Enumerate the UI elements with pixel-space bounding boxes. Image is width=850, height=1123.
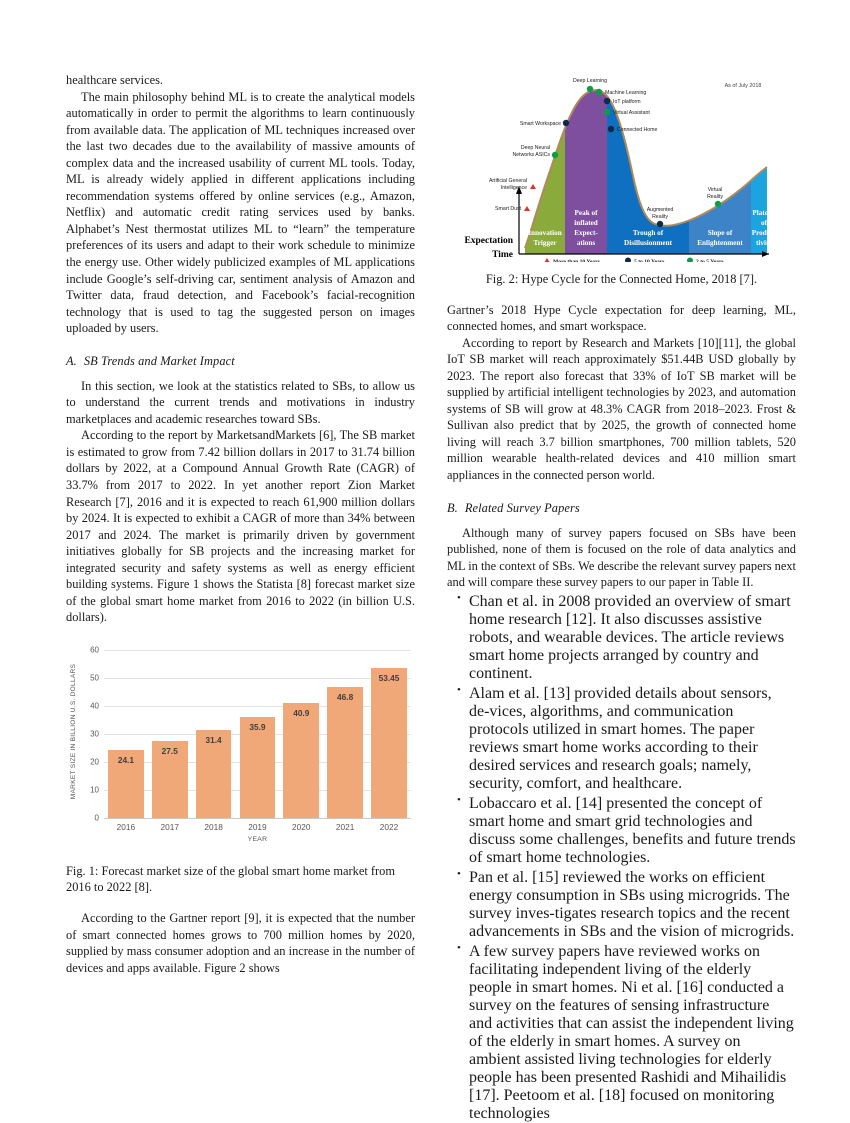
chart1-x-axis-label: YEAR: [247, 835, 268, 843]
phase-label-trough-line2: Disillusionment: [624, 239, 672, 247]
paragraph-research-and-markets: According to report by Research and Markets [10][11], the global IoT SB market will reach approximately $51.44B USD globally by 2023. The report also forecast that 33% of IoT SB market will be supplied by artificial intelligent technologies by 2023, and automation systems of SB will grow at 48.3% CAGR from 2018–2023. Frost & Sullivan also predict that by 2025, the growth of connected home living will reach 3.7 billion smartphones, 700 million tablets, 520 million wearable health-related devices and 410 million smart appliances in the connected person world.: [447, 335, 796, 482]
datapoint-label-iot-platform: IoT platform: [613, 99, 641, 105]
chart1-bar-group: [371, 650, 407, 818]
phase-label-innovation-trigger-line2: Trigger: [533, 239, 557, 247]
datapoint-marker-smart-workspace: [563, 120, 569, 126]
chart1-ytick: 30: [90, 729, 99, 739]
datapoint-label-machine-learning: Machine Learning: [605, 90, 647, 96]
chart1-bars: [104, 650, 411, 818]
section-heading-a: [66, 354, 415, 369]
list-item: [457, 867, 796, 941]
spacer: [66, 896, 415, 910]
chart1-bar-group: [152, 650, 188, 818]
left-column: [66, 72, 415, 1123]
datapoint-marker-machine-learning: [596, 89, 602, 95]
datapoint-label-smart-workspace: Smart Workspace: [519, 121, 561, 127]
chart1-xtick: 2022: [379, 821, 399, 832]
chart1-bar: [327, 687, 363, 818]
datapoint-marker-virtual-assistant: [604, 109, 610, 115]
spacer: [447, 288, 796, 302]
chart1-ytick: 50: [90, 673, 99, 683]
paragraph-survey-intro: Although many of survey papers focused on SBs have been published, none of them is focused on the role of data analytics and ML in the context of SBs. We describe the relevant survey papers next and will compare these survey papers to our paper in Table II.: [447, 525, 796, 590]
phase-label-plateau-line1: Plateau: [752, 209, 776, 217]
section-heading-b: [447, 501, 796, 516]
phase-label-slope-line1: Slope of: [707, 229, 733, 237]
hype-cycle-svg: [447, 72, 796, 262]
chart1-x-axis: [94, 813, 411, 823]
paragraph-sb-statistics: In this section, we look at the statistics related to SBs, to allow us to understand the current trends and motivations in industry marketplaces and academic researches toward SBs.: [66, 378, 415, 426]
list-item: [457, 683, 796, 793]
chart1-bar-group: [196, 650, 232, 818]
two-column-layout: [66, 72, 796, 1123]
chart1-ytick: 60: [90, 645, 99, 655]
chart1-ytick: 0: [94, 813, 99, 823]
paragraph-market-forecast: According to the report by MarketsandMarkets [6], The SB market is estimated to grow from 7.42 billion dollars in 2017 to 31.74 billion dollars by 2022, at a Compound Annual Growth Rate (CAGR) of 33.7% from 2017 to 2022. In yet another report Zion Market Research [7], 2016 and it is expected to reach 61,900 million dollars by 2024. It is expected to exhibit a CAGR of more than 34% between 2017 and 2024. The market is primarily driven by government initiatives globally for SB projects and the increasing market for integrated security and safety systems as well as energy efficient building systems. Figure 1 shows the Statista [8] forecast market size of the global smart home market from 2016 to 2022 (in billion U.S. dollars).: [66, 428, 415, 625]
chart1-bar: [371, 668, 407, 818]
datapoint-label-deep-learning: Deep Learning: [572, 78, 608, 84]
chart1-bar-group: [240, 650, 276, 818]
datapoint-marker-iot-platform: [604, 98, 610, 104]
datapoint-label-ar-line1: Augmented: [646, 207, 674, 213]
chart1-xtick: 2018: [204, 821, 223, 832]
chart1-bar: [240, 717, 276, 818]
list-item-text: Pan et al. [15] reviewed the works on efficient energy consumption in SBs using microgrids. The survey inves-tigates research topics and the recent advancements in SBs and the vision of microgrids.: [469, 868, 795, 940]
phase-label-plateau-line3: Produc-: [751, 229, 777, 237]
section-a-title: SB Trends and Market Impact: [83, 353, 235, 368]
chart1-bar-group: [327, 650, 363, 818]
legend-marker-5-to-10-years: [625, 258, 631, 263]
datapoint-label-agi-line2: Intelligence: [500, 185, 527, 191]
chart1-ytick: 20: [90, 757, 99, 767]
datapoint-marker-smart-dust: [524, 206, 530, 211]
bullet-icon: •: [457, 793, 461, 806]
chart1-y-axis-label: [68, 644, 80, 819]
list-item-text: A few survey papers have reviewed works on facilitating independent living of the elderly people in smart homes. Ni et al. [16] conducted a survey on the features of sensing infrastructure and activities that can assist the independent living of the elderly in smart homes. A survey on ambient assisted living technologies for elderly people has been presented Rashidi and Mihailidis [17]. Peetoom et al. [18] focused on monitoring technologies: [469, 942, 794, 1122]
datapoint-label-vr-line1: Virtual: [707, 187, 723, 193]
section-b-label: B.: [447, 500, 458, 515]
chart1-xtick: 2021: [335, 821, 355, 832]
chart1-bar: [283, 703, 319, 818]
phase-label-plateau-line2: of: [761, 219, 767, 227]
legend-label-more-than-10-years: More than 10 Years: [553, 259, 600, 262]
chart1-bar-value: 53.45: [378, 673, 400, 684]
datapoint-label-vr-line2: Reality: [707, 194, 723, 200]
chart1-ytick: 40: [90, 701, 99, 711]
bullet-icon: •: [457, 867, 461, 880]
hype-cycle-legend: [544, 258, 724, 263]
chart1-bar-value: 40.9: [293, 708, 310, 719]
chart1-bar-value: 35.9: [249, 722, 266, 733]
paragraph-gartner-report: According to the Gartner report [9], it is expected that the number of smart connected homes grows to 700 million homes by 2020, supplied by mass consumer adoption and an increase in the number of devices and apps available. Figure 2 shows: [66, 910, 415, 975]
datapoint-marker-artificial-general-intelligence: [530, 184, 536, 189]
datapoint-label-agi-line1: Artificial General: [488, 178, 527, 184]
phase-label-peak-line4: ations: [576, 239, 596, 247]
survey-papers-list: [447, 593, 796, 1123]
chart1-xtick: 2019: [248, 821, 267, 832]
datapoint-label-connected-home: Connected Home: [617, 127, 658, 133]
list-item-text: Alam et al. [13] provided details about sensors, de-vices, algorithms, and communication protocols utilized in smart homes. The paper reviews smart home works according to their desired services and research goals; namely, security, comfort, and healthcare.: [469, 684, 772, 792]
datapoint-label-ar-line2: Reality: [652, 214, 668, 220]
phase-label-plateau-line4: tivity: [756, 239, 772, 247]
phase-label-peak-line2: inflated: [574, 219, 598, 227]
datapoint-label-virtual-assistant: Virtual Assistant: [613, 110, 650, 116]
datapoint-label-dnn-line1: Deep Neural: [520, 145, 550, 151]
hype-cycle-date-annotation: As of July 2018: [724, 83, 762, 89]
chart1-bar: [196, 730, 232, 818]
chart1-bar: [108, 750, 144, 817]
chart1-xtick: 2016: [116, 821, 136, 832]
paragraph-ml-philosophy: The main philosophy behind ML is to create the analytical models automatically in order to permit the algorithms to learn continuously from available data. The application of ML techniques increased over the last two decades due to the availability of massive amounts of complex data and the increased usability of current ML tools. Today, ML is already widely applied in different applications including recommendation systems offered by online services (e.g., Amazon, Netflix) and automatic credit rating services used by banks. Alphabet’s Nest thermostat utilizes ML to “learn” the temperature preferences of its users and adapt to their work schedule to minimize the energy use. Other widely publicized examples of ML applications include Google’s self-driving car, sentiment analysis of Amazon and Twitter data, fraud detection, and Facebook’s facial-recognition technology that is used to tag the suggested person on images uploaded by users.: [66, 89, 415, 336]
paragraph-continuation: healthcare services.: [66, 73, 164, 87]
paragraph-gartner-expectation: Gartner’s 2018 Hype Cycle expectation for deep learning, ML, connected homes, and smart workspace.: [447, 302, 796, 334]
hype-cycle-y-axis-label: Expectation: [464, 236, 513, 246]
datapoint-marker-deep-neural-networks-asics: [552, 152, 558, 158]
legend-marker-2-to-5-years: [687, 258, 693, 263]
bullet-icon: •: [457, 941, 461, 954]
figure-2-hype-cycle: [447, 72, 796, 262]
chart1-plot-area: [90, 645, 411, 823]
figure-1-bar-chart: [66, 644, 415, 854]
phase-label-slope-line2: Enlightenment: [697, 239, 743, 247]
figure-1-caption: Fig. 1: Forecast market size of the global smart home market from 2016 to 2022 [8].: [66, 863, 395, 895]
datapoint-marker-virtual-reality: [715, 201, 721, 207]
datapoint-marker-deep-learning: [587, 86, 593, 92]
chart1-x-tick-labels: [104, 822, 411, 832]
legend-label-2-to-5-years: 2 to 5 Years: [696, 259, 724, 262]
chart1-bar-value: 24.1: [117, 755, 134, 766]
chart1-bar: [152, 741, 188, 818]
bullet-icon: •: [457, 591, 461, 604]
legend-label-5-to-10-years: 5 to 10 Years: [634, 259, 665, 262]
list-item-text: Chan et al. in 2008 provided an overview of smart home research [12]. It also discusses assistive robots, and wearable devices. The article reviews smart home projects arranged by country and continent.: [469, 592, 791, 682]
chart1-bar-group: [283, 650, 319, 818]
phase-label-peak-line1: Peak of: [574, 209, 598, 217]
phase-label-peak-line3: Expect-: [574, 229, 598, 237]
chart1-bar-group: [108, 650, 144, 818]
list-item: [457, 591, 796, 683]
list-item-text: Lobaccaro et al. [14] presented the concept of smart home and smart grid technologies and discuss some challenges, benefits and future trends of smart home technologies.: [469, 794, 796, 866]
right-column: [447, 72, 796, 1123]
datapoint-marker-connected-home: [608, 126, 614, 132]
section-b-title: Related Survey Papers: [464, 500, 580, 515]
hype-cycle-x-axis-label: Time: [492, 250, 513, 260]
chart1-xtick: 2017: [160, 821, 179, 832]
chart1-xtick: 2020: [292, 821, 311, 832]
datapoint-marker-augmented-reality: [657, 221, 663, 227]
phase-label-trough-line1: Trough of: [632, 229, 664, 237]
bullet-icon: •: [457, 683, 461, 696]
legend-marker-more-than-10-years: [544, 258, 550, 262]
phase-label-innovation-trigger-line1: Innovation: [528, 229, 562, 237]
section-a-label: A.: [66, 353, 77, 368]
chart1-bar-value: 46.8: [337, 691, 354, 702]
chart1-ytick: 10: [90, 785, 99, 795]
list-item: [457, 793, 796, 867]
chart1-y-axis-label-text: MARKET SIZE IN BILLION U.S. DOLLARS: [70, 663, 78, 800]
chart1-bar-value: 27.5: [161, 745, 178, 756]
chart1-bar-value: 31.4: [205, 735, 222, 746]
figure-2-caption: Fig. 2: Hype Cycle for the Connected Home, 2018 [7].: [485, 272, 758, 286]
list-item: [457, 941, 796, 1123]
datapoint-label-smart-dust: Smart Dust: [495, 206, 521, 212]
datapoint-label-dnn-line2: Networks ASICs: [512, 152, 550, 158]
